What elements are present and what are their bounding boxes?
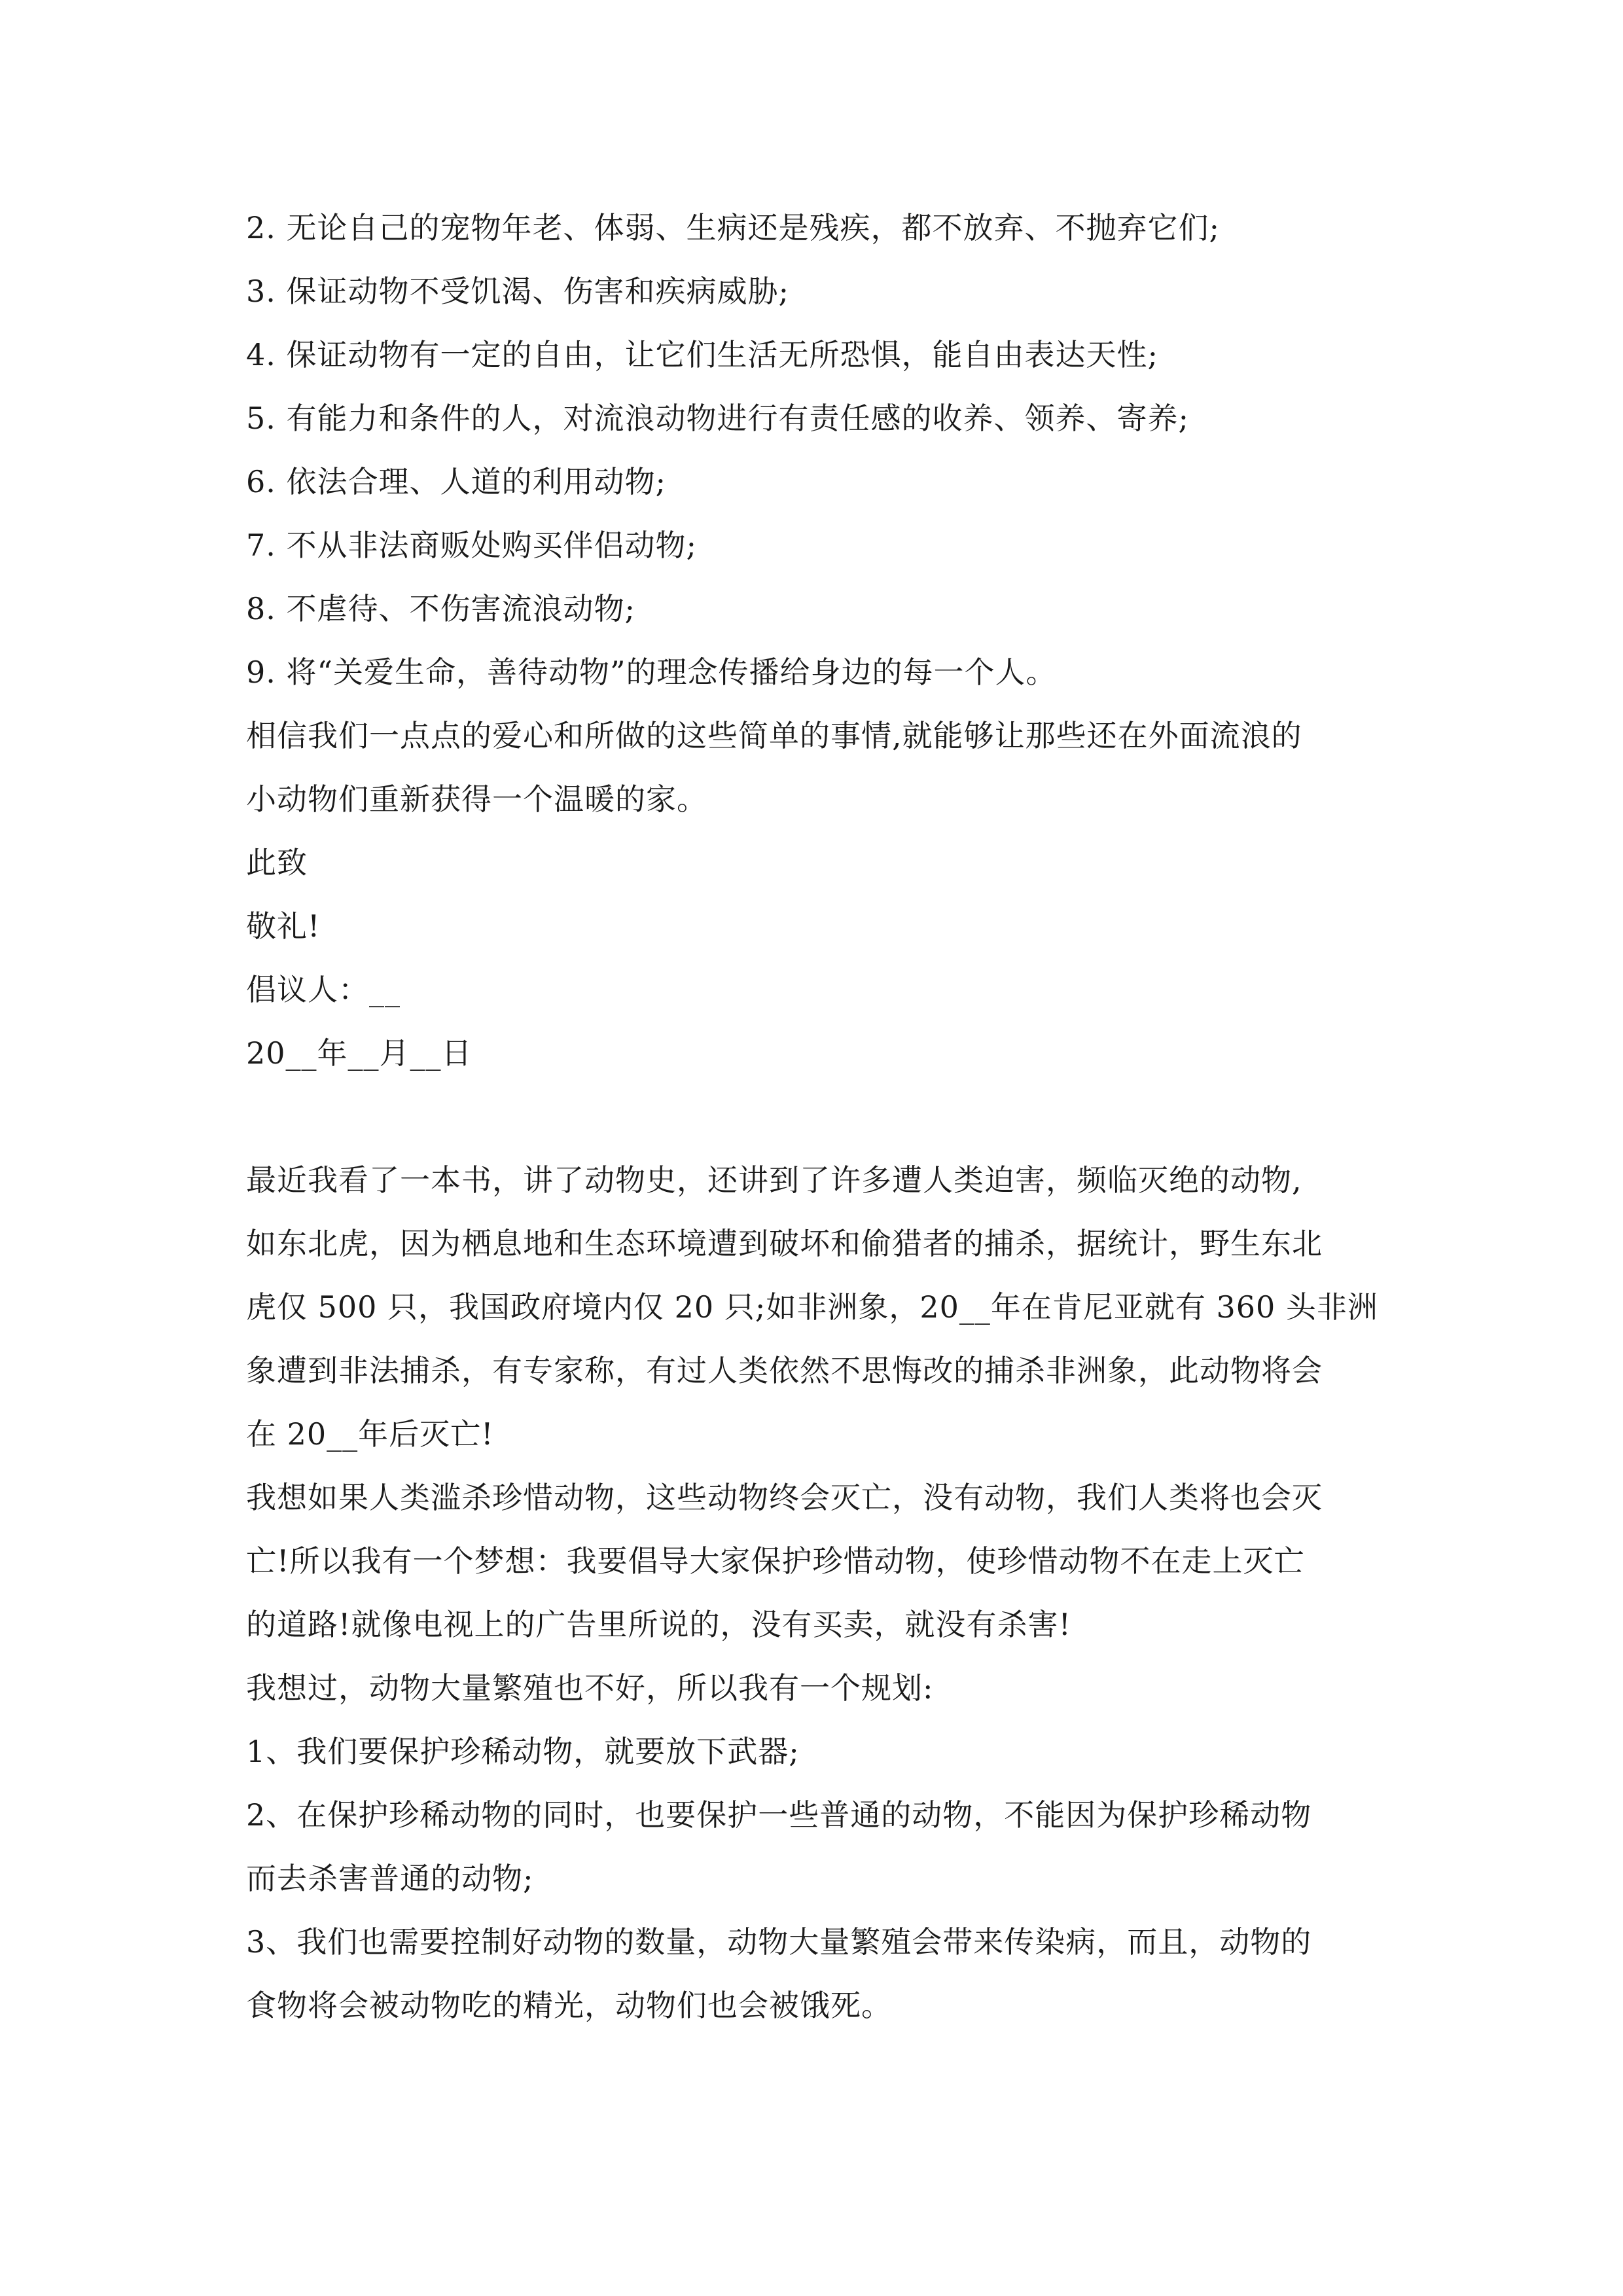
essay-paragraph-3-line: 我想过，动物大量繁殖也不好，所以我有一个规划:: [246, 1670, 934, 1706]
essay-paragraph-2-line: 亡!所以我有一个梦想：我要倡导大家保护珍惜动物，使珍惜动物不在走上灭亡: [246, 1543, 1305, 1579]
plan-item-3-line: 食物将会被动物吃的精光，动物们也会被饿死。: [246, 1988, 892, 2023]
essay-paragraph-1-line: 如东北虎，因为栖息地和生态环境遭到破坏和偷猎者的捕杀，据统计，野生东北: [246, 1226, 1323, 1261]
plan-item-3-line: 3、我们也需要控制好动物的数量，动物大量繁殖会带来传染病，而且，动物的: [246, 1924, 1312, 1960]
essay-paragraph-2-line: 的道路!就像电视上的广告里所说的，没有买卖，就没有杀害!: [246, 1607, 1071, 1642]
salutation-2: 敬礼!: [246, 908, 321, 944]
proposal-item: 9. 将“关爱生命，善待动物”的理念传播给身边的每一个人。: [246, 655, 1057, 690]
essay-paragraph-1-line: 象遭到非法捕杀，有专家称，有过人类依然不思悔改的捕杀非洲象，此动物将会: [246, 1353, 1323, 1388]
essay-paragraph-1-line: 虎仅 500 只，我国政府境内仅 20 只;如非洲象，20__年在肯尼亚就有 360 头非洲: [246, 1289, 1378, 1325]
proposal-item: 2. 无论自己的宠物年老、体弱、生病还是残疾，都不放弃、不抛弃它们;: [246, 210, 1221, 245]
plan-item-1: 1、我们要保护珍稀动物，就要放下武器;: [246, 1734, 800, 1769]
plan-item-2-line: 而去杀害普通的动物;: [246, 1861, 534, 1896]
essay-paragraph-1-line: 在 20__年后灭亡!: [246, 1416, 494, 1452]
date-line: 20__年__月__日: [246, 1035, 473, 1071]
essay-paragraph-2-line: 我想如果人类滥杀珍惜动物，这些动物终会灭亡，没有动物，我们人类将也会灭: [246, 1480, 1323, 1515]
proposal-item: 8. 不虐待、不伤害流浪动物;: [246, 591, 636, 626]
signer-line: 倡议人：__: [246, 972, 401, 1007]
plan-item-2-line: 2、在保护珍稀动物的同时，也要保护一些普通的动物，不能因为保护珍稀动物: [246, 1797, 1312, 1833]
essay-paragraph-1-line: 最近我看了一本书，讲了动物史，还讲到了许多遭人类迫害，频临灭绝的动物,: [246, 1162, 1302, 1198]
proposal-item: 7. 不从非法商贩处购买伴侣动物;: [246, 528, 698, 563]
closing-paragraph-line: 相信我们一点点的爱心和所做的这些简单的事情,就能够让那些还在外面流浪的: [246, 718, 1302, 753]
proposal-item: 4. 保证动物有一定的自由，让它们生活无所恐惧，能自由表达天性;: [246, 337, 1159, 372]
closing-paragraph-line: 小动物们重新获得一个温暖的家。: [246, 781, 707, 817]
proposal-item: 5. 有能力和条件的人，对流浪动物进行有责任感的收养、领养、寄养;: [246, 401, 1190, 436]
salutation-1: 此致: [246, 845, 308, 880]
proposal-item: 6. 依法合理、人道的利用动物;: [246, 464, 667, 499]
proposal-item: 3. 保证动物不受饥渴、伤害和疾病威胁;: [246, 274, 790, 309]
